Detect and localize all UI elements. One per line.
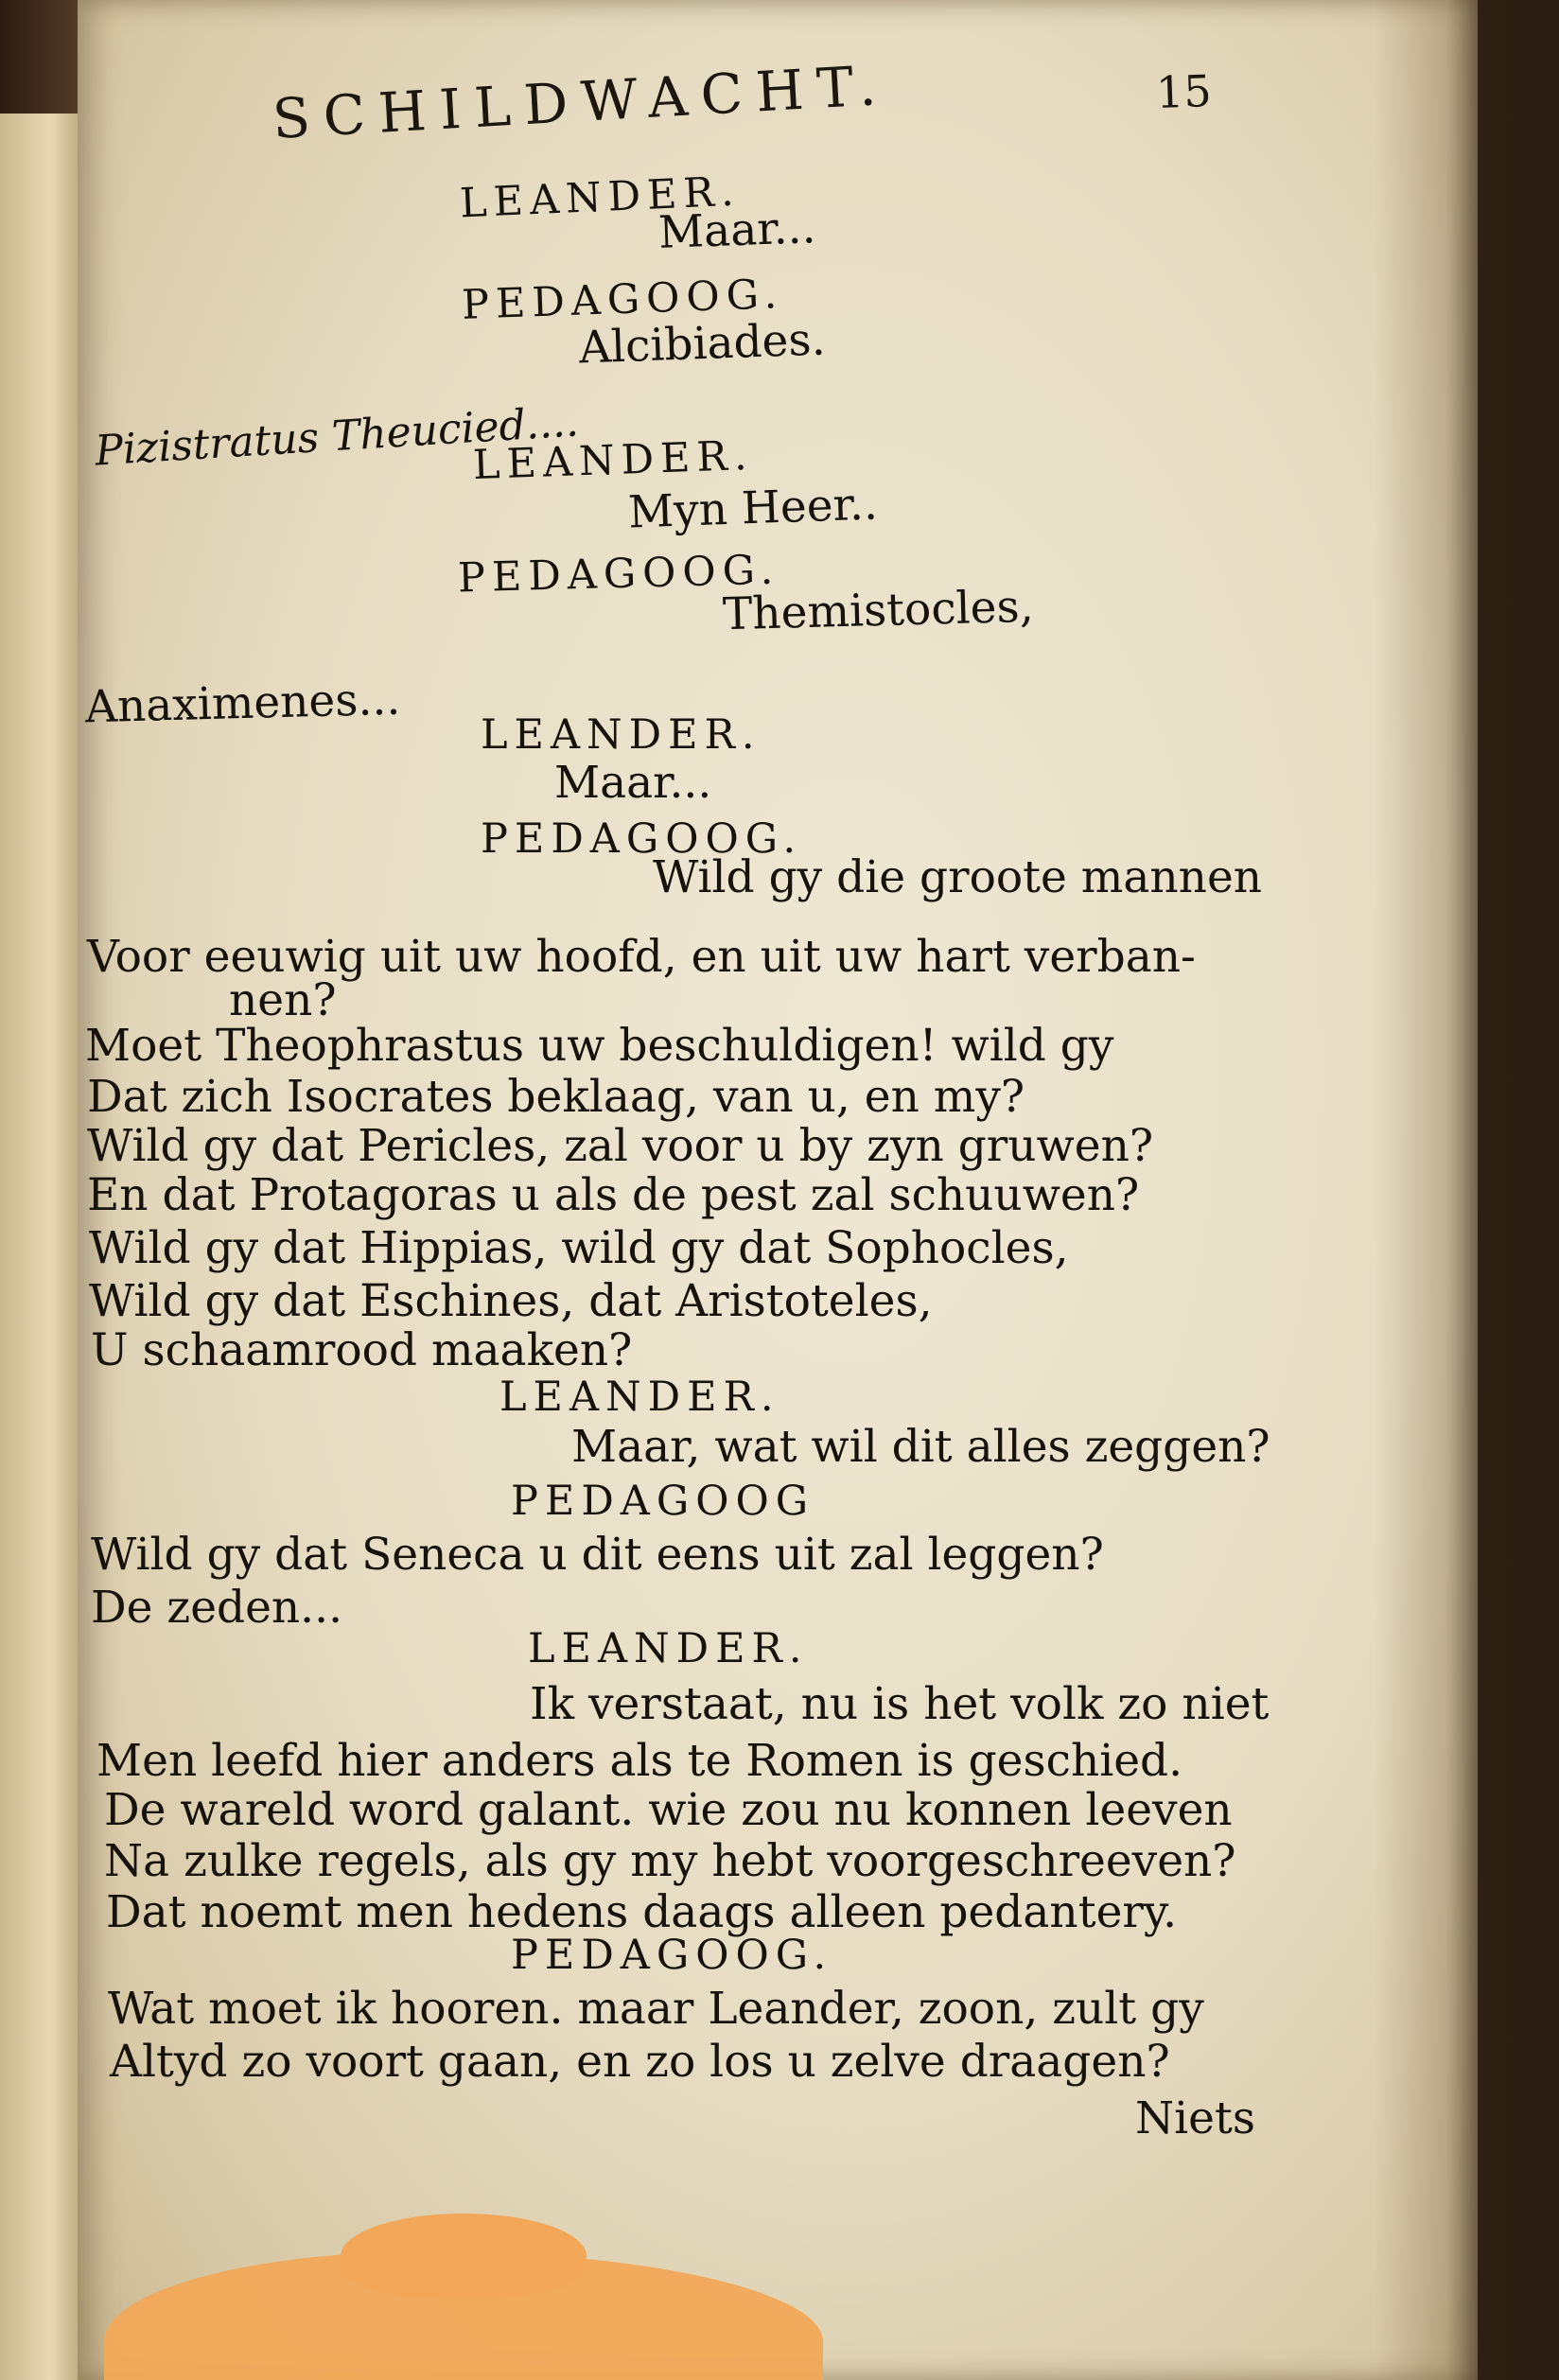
verse-line: Dat zich Isocrates beklaag, van u, en my? — [87, 1071, 1025, 1123]
verse-line: nen? — [229, 974, 337, 1026]
verse-line: Alcibiades. — [578, 313, 827, 375]
verse-line: De wareld word galant. wie zou nu konnen leeven — [104, 1784, 1233, 1836]
verse-line: Wild gy dat Seneca u dit eens uit zal leggen? — [91, 1529, 1104, 1581]
running-head: SCHILDWACHT. — [271, 52, 891, 151]
speaker-label: PEDAGOOG. — [461, 271, 784, 329]
speaker-label: PEDAGOOG. — [457, 546, 780, 603]
verse-line: Pizistratus Theucied.... — [93, 397, 581, 476]
catchword: Niets — [1135, 2092, 1255, 2144]
speaker-label: LEANDER. — [528, 1625, 809, 1672]
verse-line: De zeden... — [91, 1582, 343, 1634]
verse-line: Wild gy dat Eschines, dat Aristoteles, — [89, 1275, 933, 1327]
verse-line: U schaamrood maaken? — [91, 1324, 633, 1376]
verse-line: Na zulke regels, als gy my hebt voorgeschreeven? — [104, 1835, 1236, 1887]
verse-line: Altyd zo voort gaan, en zo los u zelve draagen? — [110, 2036, 1170, 2088]
verse-line: En dat Protagoras u als de pest zal schuuwen? — [87, 1169, 1140, 1221]
verse-line: Wild gy die groote mannen — [653, 851, 1263, 903]
verse-line: Maar... — [657, 201, 817, 259]
verse-line: Wat moet ik hooren. maar Leander, zoon, zult gy — [108, 1983, 1204, 2035]
verse-line: Moet Theophrastus uw beschuldigen! wild gy — [85, 1020, 1114, 1072]
verse-line: Myn Heer.. — [627, 478, 879, 539]
verse-line: Themistocles, — [722, 580, 1035, 641]
page-number: 15 — [1155, 64, 1213, 119]
verse-line: Maar, wat wil dit alles zeggen? — [571, 1421, 1270, 1473]
speaker-label: PEDAGOOG. — [511, 1932, 833, 1979]
speaker-label: LEANDER. — [459, 167, 742, 228]
speaker-label: LEANDER. — [499, 1374, 780, 1421]
verse-line: Maar... — [554, 757, 712, 809]
verse-line: Wild gy dat Hippias, wild gy dat Sophocles, — [89, 1222, 1069, 1274]
verse-line: Wild gy dat Pericles, zal voor u by zyn gruwen? — [87, 1120, 1154, 1172]
speaker-label: PEDAGOOG. — [481, 815, 803, 863]
verse-line: Voor eeuwig uit uw hoofd, en uit uw hart verban- — [87, 931, 1196, 983]
speaker-label: LEANDER. — [481, 711, 762, 759]
verse-line: Men leefd hier anders als te Romen is geschied. — [96, 1735, 1183, 1787]
speaker-label: LEANDER. — [472, 431, 755, 490]
speaker-label: PEDAGOOG — [511, 1478, 815, 1525]
verse-line: Anaximenes... — [84, 673, 401, 734]
verse-line: Dat noemt men hedens daags alleen pedantery. — [106, 1886, 1178, 1938]
verse-line: Ik verstaat, nu is het volk zo niet — [530, 1678, 1270, 1730]
